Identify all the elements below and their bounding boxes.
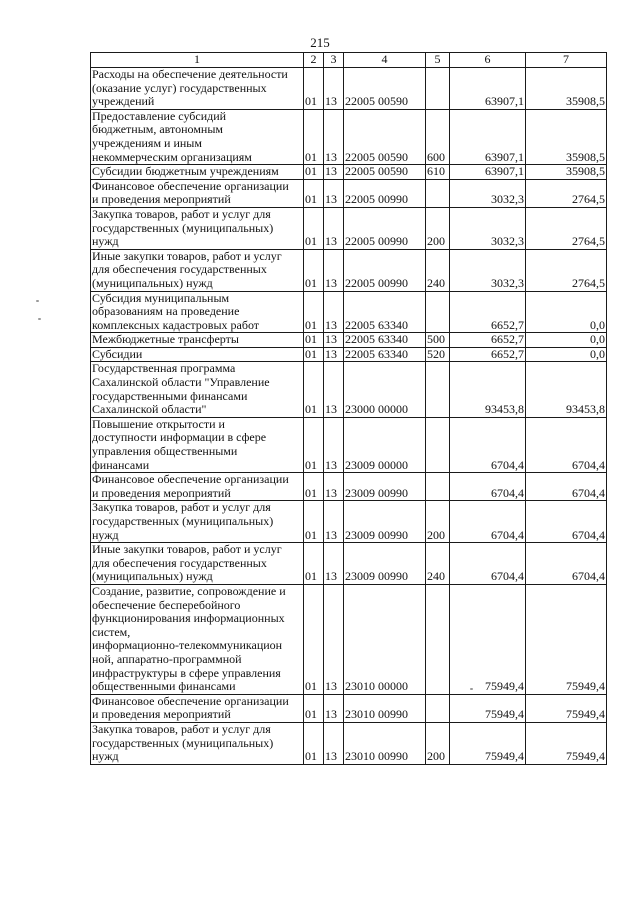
expense-type-cell: 610 xyxy=(426,165,450,180)
target-article-cell: 23009 00990 xyxy=(344,501,426,543)
amount-year-2-cell: 75949,4 xyxy=(526,584,607,694)
column-header-1: 1 xyxy=(91,53,304,68)
amount-year-1-cell: 6704,4 xyxy=(450,501,526,543)
amount-year-2-cell: 93453,8 xyxy=(526,362,607,417)
target-article-cell: 22005 00990 xyxy=(344,249,426,291)
target-article-cell: 22005 00590 xyxy=(344,68,426,110)
expense-type-cell xyxy=(426,473,450,501)
column-header-7: 7 xyxy=(526,53,607,68)
description-line: комплексных кадастровых работ xyxy=(92,317,260,332)
expense-type-cell: 240 xyxy=(426,249,450,291)
expense-type-cell xyxy=(426,68,450,110)
amount-year-1-cell: 3032,3 xyxy=(450,249,526,291)
expense-type-cell xyxy=(426,362,450,417)
description-cell xyxy=(91,473,304,501)
target-article-cell: 22005 00990 xyxy=(344,179,426,207)
amount-year-1-cell: 75949,4 xyxy=(450,694,526,722)
subsection-cell: 13 xyxy=(324,347,344,362)
expense-type-cell xyxy=(426,179,450,207)
column-header-3: 3 xyxy=(324,53,344,68)
subsection-cell: 13 xyxy=(324,417,344,472)
description-cell xyxy=(91,165,304,180)
section-cell: 01 xyxy=(304,543,324,585)
section-cell: 01 xyxy=(304,722,324,764)
subsection-cell: 13 xyxy=(324,333,344,348)
table-row xyxy=(91,109,607,164)
expense-type-cell xyxy=(426,584,450,694)
description-cell xyxy=(91,694,304,722)
table-row xyxy=(91,694,607,722)
amount-year-1-cell: 75949,4 xyxy=(450,584,526,694)
description-line: Финансовое обеспечение организации xyxy=(92,694,289,708)
description-line: государственными финансами xyxy=(92,388,248,403)
description-line: нужд xyxy=(92,749,119,764)
budget-table xyxy=(90,52,607,765)
subsection-cell: 13 xyxy=(324,694,344,722)
description-line: Закупка товаров, работ и услуг для xyxy=(92,722,271,736)
amount-year-1-cell: 6704,4 xyxy=(450,473,526,501)
expense-type-cell xyxy=(426,291,450,333)
description-line: для обеспечения государственных xyxy=(92,262,267,277)
table-row xyxy=(91,722,607,764)
description-line: ной, аппаратно-программной xyxy=(92,651,242,666)
subsection-cell: 13 xyxy=(324,179,344,207)
section-cell: 01 xyxy=(304,291,324,333)
subsection-cell: 13 xyxy=(324,291,344,333)
target-article-cell: 23010 00000 xyxy=(344,584,426,694)
column-header-5: 5 xyxy=(426,53,450,68)
description-line: государственных (муниципальных) xyxy=(92,735,274,750)
description-line: Создание, развитие, сопровождение и xyxy=(92,584,286,598)
description-line: Повышение открытости и xyxy=(92,417,225,431)
description-line: Финансовое обеспечение организации xyxy=(92,472,289,487)
scan-speck xyxy=(470,688,473,690)
subsection-cell: 13 xyxy=(324,109,344,164)
subsection-cell: 13 xyxy=(324,473,344,501)
description-line: и проведения мероприятий xyxy=(92,485,231,500)
description-cell xyxy=(91,249,304,291)
target-article-cell: 23010 00990 xyxy=(344,694,426,722)
description-cell xyxy=(91,109,304,164)
description-line: Финансовое обеспечение организации xyxy=(92,179,289,193)
table-body xyxy=(91,68,607,765)
description-line: Иные закупки товаров, работ и услуг xyxy=(92,542,282,557)
table-row xyxy=(91,291,607,333)
description-line: и проведения мероприятий xyxy=(92,192,231,207)
description-cell xyxy=(91,362,304,417)
description-line: систем, xyxy=(92,624,131,639)
description-line: информационно-телекоммуникацион xyxy=(92,638,283,653)
description-line: Субсидия муниципальным xyxy=(92,291,230,305)
section-cell: 01 xyxy=(304,417,324,472)
target-article-cell: 23010 00990 xyxy=(344,722,426,764)
description-cell xyxy=(91,501,304,543)
subsection-cell: 13 xyxy=(324,207,344,249)
description-line: Предоставление субсидий xyxy=(92,109,227,123)
description-line: учреждениям и иным xyxy=(92,135,202,150)
description-line: Расходы на обеспечение деятельности xyxy=(92,67,288,81)
section-cell: 01 xyxy=(304,179,324,207)
column-header-2: 2 xyxy=(304,53,324,68)
description-line: инфраструктуры в сфере управления xyxy=(92,665,281,680)
description-line: учреждений xyxy=(92,94,155,109)
description-line: Сахалинской области "Управление xyxy=(92,375,270,390)
description-line: общественными финансами xyxy=(92,679,236,694)
description-cell xyxy=(91,347,304,362)
description-line: (оказание услуг) государственных xyxy=(92,80,267,95)
description-line: нужд xyxy=(92,234,119,249)
table-row xyxy=(91,501,607,543)
subsection-cell: 13 xyxy=(324,722,344,764)
target-article-cell: 23000 00000 xyxy=(344,362,426,417)
scan-speck xyxy=(38,318,41,320)
section-cell: 01 xyxy=(304,584,324,694)
expense-type-cell xyxy=(426,417,450,472)
amount-year-2-cell: 75949,4 xyxy=(526,694,607,722)
description-line: (муниципальных) нужд xyxy=(92,569,213,584)
table-row xyxy=(91,165,607,180)
description-line: образованиям на проведение xyxy=(92,304,240,319)
subsection-cell: 13 xyxy=(324,584,344,694)
table-row xyxy=(91,179,607,207)
amount-year-2-cell: 2764,5 xyxy=(526,249,607,291)
table-header-row xyxy=(91,53,607,68)
description-cell xyxy=(91,291,304,333)
amount-year-1-cell: 3032,3 xyxy=(450,179,526,207)
amount-year-2-cell: 2764,5 xyxy=(526,179,607,207)
subsection-cell: 13 xyxy=(324,543,344,585)
target-article-cell: 22005 63340 xyxy=(344,347,426,362)
amount-year-2-cell: 2764,5 xyxy=(526,207,607,249)
scan-speck xyxy=(36,300,39,302)
section-cell: 01 xyxy=(304,109,324,164)
amount-year-2-cell: 6704,4 xyxy=(526,473,607,501)
amount-year-1-cell: 6704,4 xyxy=(450,417,526,472)
description-line: доступности информации в сфере xyxy=(92,430,267,445)
target-article-cell: 22005 63340 xyxy=(344,291,426,333)
section-cell: 01 xyxy=(304,362,324,417)
description-line: Субсидии бюджетным учреждениям xyxy=(92,164,279,179)
amount-year-1-cell: 63907,1 xyxy=(450,109,526,164)
subsection-cell: 13 xyxy=(324,165,344,180)
subsection-cell: 13 xyxy=(324,249,344,291)
description-line: Сахалинской области" xyxy=(92,402,207,417)
description-cell xyxy=(91,179,304,207)
target-article-cell: 22005 00590 xyxy=(344,109,426,164)
table-row xyxy=(91,347,607,362)
description-line: Иные закупки товаров, работ и услуг xyxy=(92,249,282,263)
description-line: бюджетным, автономным xyxy=(92,122,223,137)
amount-year-1-cell: 6652,7 xyxy=(450,333,526,348)
section-cell: 01 xyxy=(304,473,324,501)
description-cell xyxy=(91,584,304,694)
description-cell xyxy=(91,333,304,348)
expense-type-cell: 240 xyxy=(426,543,450,585)
expense-type-cell xyxy=(426,694,450,722)
amount-year-1-cell: 6704,4 xyxy=(450,543,526,585)
amount-year-2-cell: 0,0 xyxy=(526,291,607,333)
amount-year-1-cell: 6652,7 xyxy=(450,347,526,362)
amount-year-2-cell: 35908,5 xyxy=(526,109,607,164)
table-row xyxy=(91,584,607,694)
description-line: управления общественными xyxy=(92,444,238,459)
expense-type-cell: 200 xyxy=(426,501,450,543)
target-article-cell: 23009 00990 xyxy=(344,543,426,585)
amount-year-2-cell: 35908,5 xyxy=(526,165,607,180)
description-line: (муниципальных) нужд xyxy=(92,275,213,290)
target-article-cell: 22005 00990 xyxy=(344,207,426,249)
section-cell: 01 xyxy=(304,694,324,722)
description-line: некоммерческим организациям xyxy=(92,149,252,164)
section-cell: 01 xyxy=(304,68,324,110)
table-row xyxy=(91,68,607,110)
description-line: Закупка товаров, работ и услуг для xyxy=(92,500,271,515)
description-line: государственных (муниципальных) xyxy=(92,220,274,235)
amount-year-2-cell: 6704,4 xyxy=(526,501,607,543)
description-line: Государственная программа xyxy=(92,361,236,376)
description-line: Межбюджетные трансферты xyxy=(92,332,239,347)
table-row xyxy=(91,543,607,585)
subsection-cell: 13 xyxy=(324,501,344,543)
table-row xyxy=(91,473,607,501)
section-cell: 01 xyxy=(304,207,324,249)
target-article-cell: 23009 00000 xyxy=(344,417,426,472)
section-cell: 01 xyxy=(304,249,324,291)
target-article-cell: 22005 63340 xyxy=(344,333,426,348)
amount-year-2-cell: 0,0 xyxy=(526,347,607,362)
amount-year-1-cell: 63907,1 xyxy=(450,165,526,180)
section-cell: 01 xyxy=(304,501,324,543)
expense-type-cell: 520 xyxy=(426,347,450,362)
table-row xyxy=(91,207,607,249)
section-cell: 01 xyxy=(304,333,324,348)
section-cell: 01 xyxy=(304,347,324,362)
description-cell xyxy=(91,722,304,764)
target-article-cell: 22005 00590 xyxy=(344,165,426,180)
expense-type-cell: 200 xyxy=(426,722,450,764)
table-row xyxy=(91,362,607,417)
amount-year-2-cell: 35908,5 xyxy=(526,68,607,110)
description-cell xyxy=(91,207,304,249)
description-line: государственных (муниципальных) xyxy=(92,514,274,528)
description-line: для обеспечения государственных xyxy=(92,555,267,570)
amount-year-1-cell: 93453,8 xyxy=(450,362,526,417)
description-line: Закупка товаров, работ и услуг для xyxy=(92,207,271,221)
subsection-cell: 13 xyxy=(324,362,344,417)
description-line: нужд xyxy=(92,527,119,542)
amount-year-1-cell: 6652,7 xyxy=(450,291,526,333)
amount-year-2-cell: 6704,4 xyxy=(526,417,607,472)
description-line: Субсидии xyxy=(92,347,143,361)
amount-year-2-cell: 75949,4 xyxy=(526,722,607,764)
amount-year-2-cell: 6704,4 xyxy=(526,543,607,585)
table-row xyxy=(91,333,607,348)
expense-type-cell: 200 xyxy=(426,207,450,249)
amount-year-1-cell: 75949,4 xyxy=(450,722,526,764)
table-row xyxy=(91,417,607,472)
subsection-cell: 13 xyxy=(324,68,344,110)
description-cell xyxy=(91,68,304,110)
description-line: и проведения мероприятий xyxy=(92,707,231,722)
expense-type-cell: 500 xyxy=(426,333,450,348)
description-cell xyxy=(91,417,304,472)
description-line: обеспечение бесперебойного xyxy=(92,597,241,612)
description-line: финансами xyxy=(92,457,150,472)
target-article-cell: 23009 00990 xyxy=(344,473,426,501)
page-number: 215 xyxy=(310,35,330,50)
column-header-6: 6 xyxy=(450,53,526,68)
column-header-4: 4 xyxy=(344,53,426,68)
description-line: функционирования информационных xyxy=(92,611,285,626)
amount-year-1-cell: 3032,3 xyxy=(450,207,526,249)
section-cell: 01 xyxy=(304,165,324,180)
amount-year-1-cell: 63907,1 xyxy=(450,68,526,110)
table-row xyxy=(91,249,607,291)
description-cell xyxy=(91,543,304,585)
amount-year-2-cell: 0,0 xyxy=(526,333,607,348)
expense-type-cell: 600 xyxy=(426,109,450,164)
